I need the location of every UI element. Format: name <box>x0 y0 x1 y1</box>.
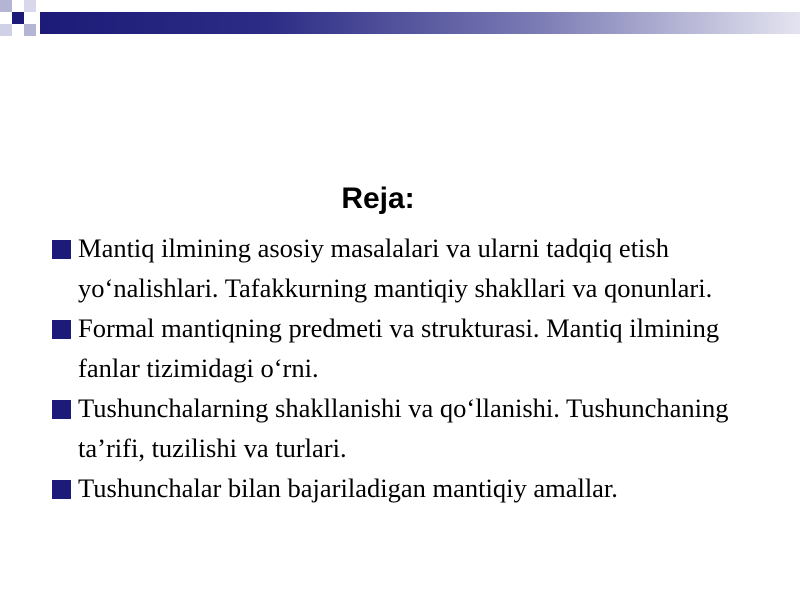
square-bullet-icon <box>52 400 71 419</box>
decorative-square <box>0 0 12 12</box>
square-bullet-icon <box>52 240 71 259</box>
bullet-list <box>52 228 742 508</box>
bullet-text: Mantiq ilmining asosiy masalalari va ularni tadqiq etish yo‘nalishlari. Tafakkurning mantiqiy shakllari va qonunlari. <box>78 233 713 303</box>
header-gradient-bar <box>40 12 800 34</box>
square-bullet-icon <box>52 480 71 499</box>
decorative-square <box>12 12 24 24</box>
bullet-text: Tushunchalar bilan bajariladigan mantiqiy amallar. <box>78 473 618 503</box>
bullet-item <box>52 228 742 308</box>
decorative-square <box>0 24 12 36</box>
bullet-item <box>52 388 742 468</box>
bullet-text: Tushunchalarning shakllanishi va qo‘llanishi. Tushunchaning ta’rifi, tuzilishi va turlari. <box>78 393 729 463</box>
slide-title: Reja: <box>341 182 415 215</box>
bullet-item <box>52 308 742 388</box>
decorative-square <box>24 24 36 36</box>
decorative-square <box>24 0 36 12</box>
bullet-item <box>52 468 742 508</box>
bullet-text: Formal mantiqning predmeti va strukturasi. Mantiq ilmining fanlar tizimidagi o‘rni. <box>78 313 720 383</box>
square-bullet-icon <box>52 320 71 339</box>
